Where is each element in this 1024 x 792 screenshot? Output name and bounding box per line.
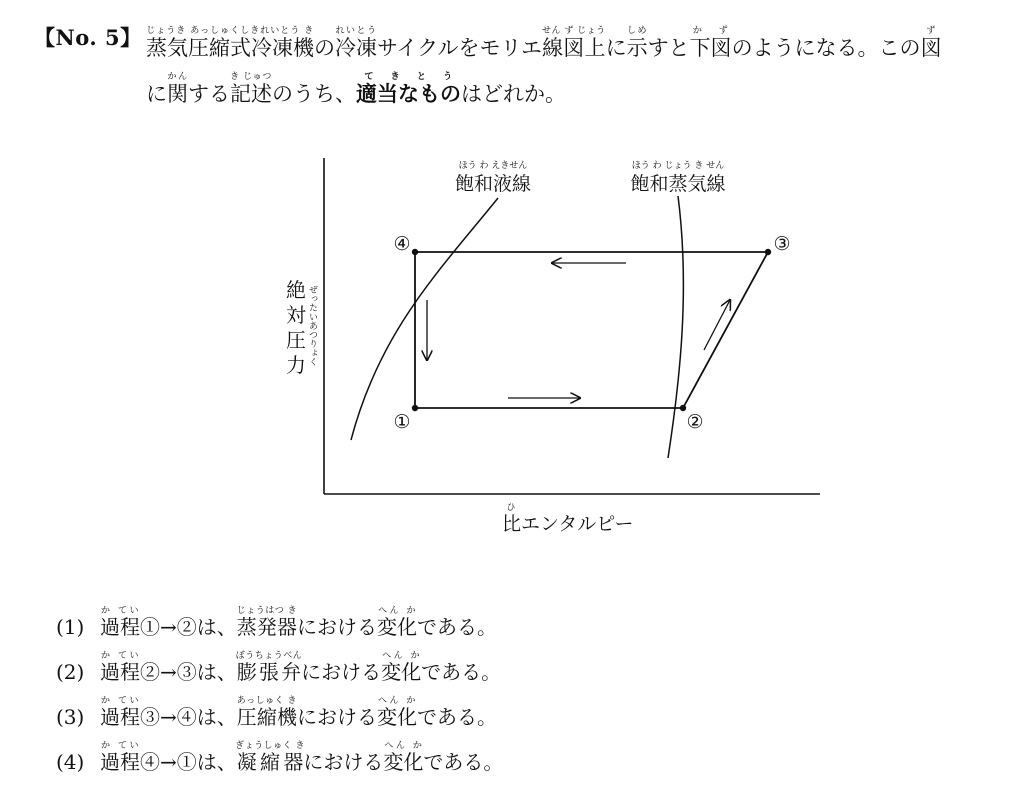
text-segment: に (146, 82, 167, 106)
text-segment: における (296, 705, 377, 729)
saturated-liquid-line-ruby: ほう わ えきせん (458, 161, 528, 171)
furigana: れいとう (335, 26, 377, 36)
text-segment: ④→①は、 (140, 750, 237, 774)
x-axis-label: 比エンタルピー (502, 513, 634, 535)
saturated-vapor-line (668, 196, 683, 458)
text-segment: ②→③は、 (140, 660, 237, 684)
choice-4[interactable] (56, 741, 503, 786)
point-3-label: ③ (773, 233, 791, 255)
furigana: か てい (100, 696, 140, 706)
furigana: てきとう (356, 72, 461, 82)
furigana: き じゅつ (230, 72, 272, 82)
text-segment: 過程か てい (100, 696, 140, 729)
text-segment: 過程か てい (100, 651, 140, 684)
text-segment: 変化へん か (383, 741, 424, 774)
text-segment: すと (647, 36, 690, 60)
y-axis-label-char-4: 力 (286, 353, 306, 377)
text-segment: に (605, 36, 627, 60)
choice-1-number: (1) (56, 615, 85, 639)
text-segment: はどれか。 (461, 82, 566, 106)
text-segment: ③→④は、 (140, 705, 237, 729)
text-segment: である。 (417, 615, 498, 639)
point-2-dot (680, 405, 686, 411)
y-axis-label-char-1: 絶 (286, 278, 306, 302)
text-segment: のようになる。この (731, 36, 921, 60)
text-segment: 過程か てい (100, 606, 140, 639)
point-1-dot (412, 405, 418, 411)
choice-2-number: (2) (56, 660, 85, 684)
choice-3[interactable] (56, 696, 503, 741)
text-segment: 変化へん か (376, 696, 417, 729)
saturated-liquid-line-label: 飽和液線 (454, 173, 532, 195)
text-segment: サイクルをモリエ (377, 36, 543, 60)
furigana: ぎょうしゅく き (235, 741, 305, 751)
text-segment: する (188, 82, 230, 106)
text-segment: のうち、 (272, 82, 356, 106)
text-segment: 下図か ず (689, 26, 732, 60)
text-segment: 膨張弁ぼうちょうべん (235, 651, 303, 684)
text-segment: 過程か てい (100, 741, 140, 774)
text-segment: における (303, 750, 384, 774)
text-segment: の (314, 36, 335, 60)
choice-2[interactable] (56, 651, 503, 696)
choice-4-number: (4) (56, 750, 85, 774)
point-4-label: ④ (393, 233, 411, 255)
text-segment: における (297, 615, 378, 639)
choice-3-text (100, 696, 497, 729)
y-axis-label-char-2: 対 (286, 303, 306, 327)
text-segment: 変化へん か (381, 651, 422, 684)
text-segment: 線図上せん ず じょう (541, 26, 606, 60)
furigana: せん ず じょう (541, 26, 606, 36)
choice-4-text (100, 741, 504, 774)
point-3-dot (765, 249, 771, 255)
y-axis-label-char-3: 圧 (286, 328, 306, 352)
text-segment: 適当なものてきとう (356, 72, 461, 106)
text-segment: 図ず (920, 26, 942, 60)
saturated-vapor-line-label: 飽和蒸気線 (630, 173, 726, 195)
furigana: しめ (626, 26, 648, 36)
choice-3-number: (3) (56, 705, 85, 729)
question-number: 【No. 5】 (34, 25, 142, 50)
furigana: へん か (377, 606, 418, 616)
furigana: か てい (100, 606, 140, 616)
text-segment: 示しめ (626, 26, 648, 60)
point-2-label: ② (686, 411, 704, 433)
furigana: へん か (381, 651, 422, 661)
choice-1-text (100, 606, 498, 639)
furigana: へん か (383, 741, 424, 751)
furigana: か ず (689, 26, 732, 36)
answer-choices (56, 606, 503, 786)
text-segment: 記述き じゅつ (230, 72, 272, 106)
arrow-2-3 (704, 300, 730, 350)
text-segment: における (301, 660, 382, 684)
text-segment: 蒸気圧縮式冷凍機じょうき あっしゅくしきれいとう き (146, 26, 314, 60)
furigana: じょうはつ き (236, 606, 298, 616)
furigana: じょうき あっしゅくしきれいとう き (146, 26, 314, 36)
furigana: へん か (376, 696, 417, 706)
text-segment: 変化へん か (377, 606, 418, 639)
text-segment: 蒸発器じょうはつ き (236, 606, 298, 639)
choice-2-text (100, 651, 502, 684)
furigana: かん (167, 72, 188, 82)
text-segment: である。 (421, 660, 502, 684)
text-segment: 関かん (167, 72, 188, 106)
point-4-dot (412, 249, 418, 255)
furigana: か てい (100, 741, 140, 751)
y-axis-label-ruby: ぜったいあつりょく (307, 285, 317, 366)
furigana: ぼうちょうべん (235, 651, 303, 661)
text-segment: 凝縮器ぎょうしゅく き (235, 741, 305, 774)
text-segment: である。 (416, 705, 497, 729)
furigana: ず (920, 26, 942, 36)
saturated-vapor-line-ruby: ほう わ じょう き せん (631, 161, 725, 171)
point-1-label: ① (393, 411, 411, 433)
text-segment: 冷凍れいとう (335, 26, 377, 60)
text-segment: 圧縮機あっしゅく き (236, 696, 297, 729)
furigana: あっしゅく き (236, 696, 297, 706)
choice-1[interactable] (56, 606, 503, 651)
text-segment: である。 (423, 750, 504, 774)
furigana: か てい (100, 651, 140, 661)
text-segment: ①→②は、 (140, 615, 237, 639)
x-axis-label-ruby: ひ (506, 503, 516, 513)
saturated-liquid-line (351, 198, 498, 440)
